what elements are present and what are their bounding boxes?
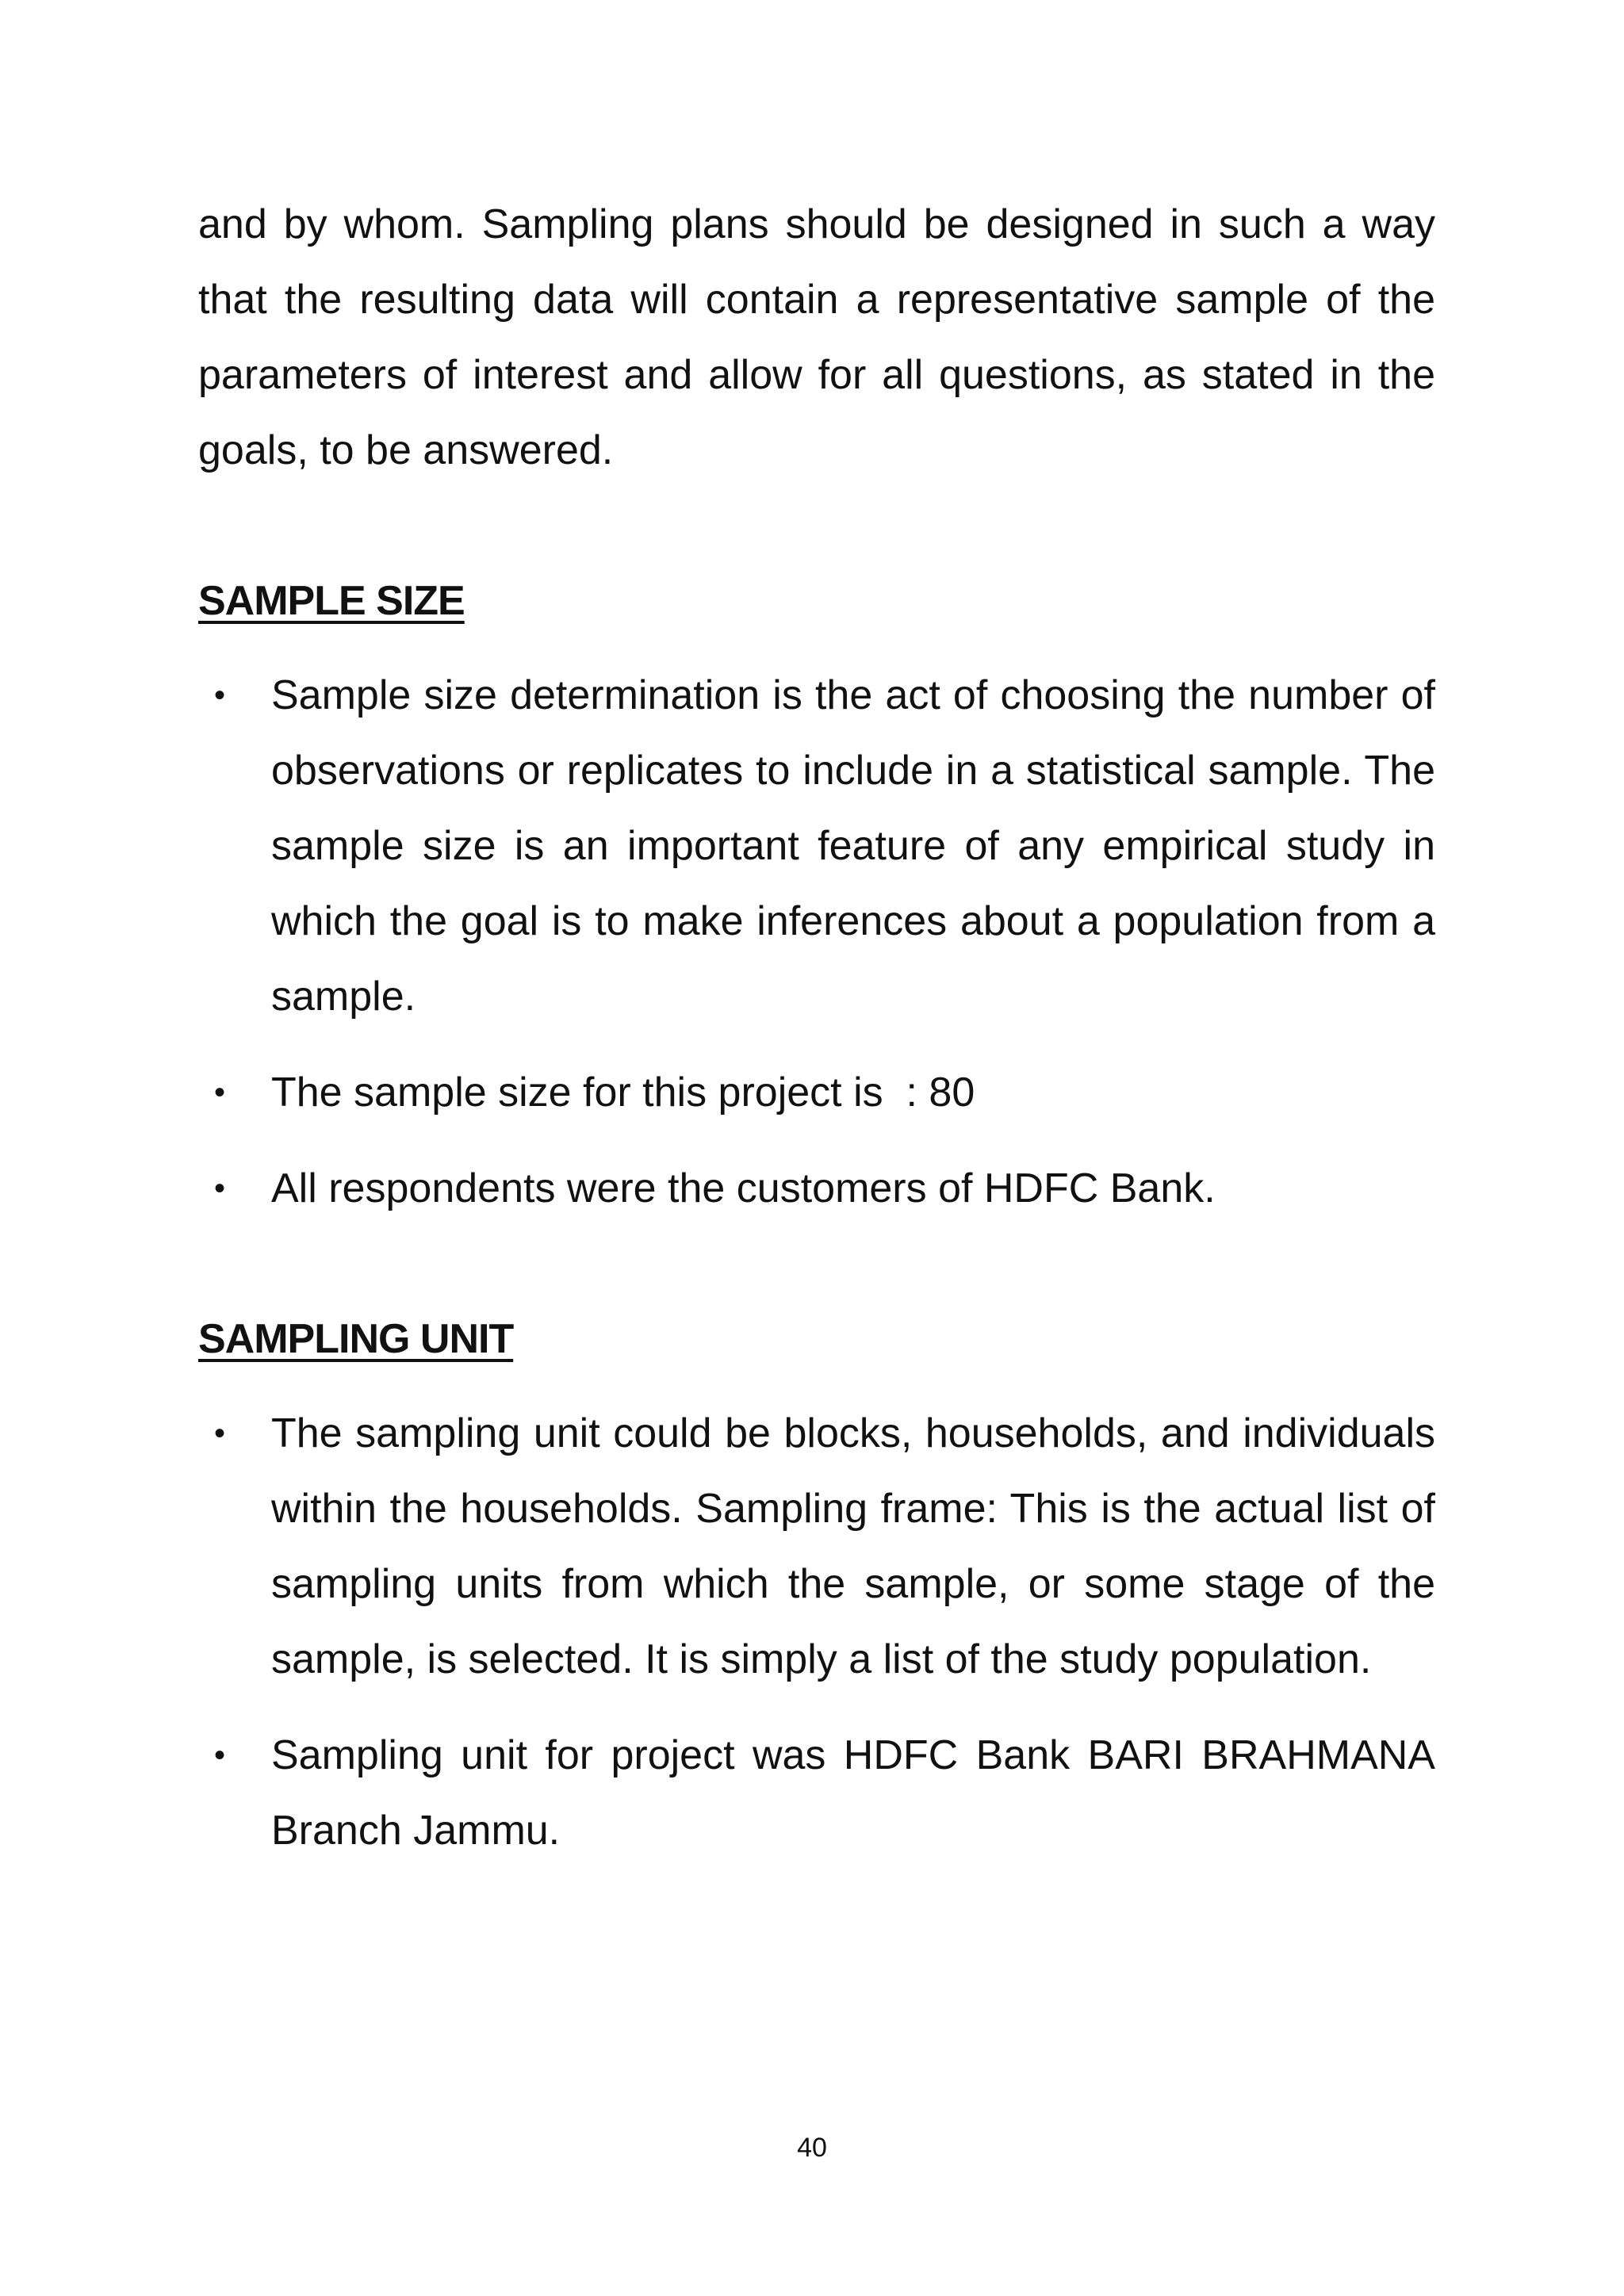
list-item: [198, 1055, 1435, 1131]
bullet-text: The sample size for this project is : 80: [271, 1070, 975, 1115]
list-item: [198, 658, 1435, 1035]
bullet-icon: •: [214, 1416, 226, 1451]
section-heading: SAMPLING UNIT: [198, 1316, 514, 1362]
bullet-text: All respondents were the customers of HDFC Bank.: [271, 1165, 1216, 1211]
bullet-list: [198, 658, 1435, 1226]
bullet-icon: •: [214, 1171, 226, 1206]
bullet-icon: •: [214, 1075, 226, 1110]
bullet-text: Sampling unit for project was HDFC Bank BARI BRAHMANA Branch Jammu.: [271, 1732, 1435, 1854]
bullet-icon: •: [214, 1738, 226, 1773]
bullet-icon: •: [214, 678, 226, 713]
bullet-list: [198, 1396, 1435, 1869]
list-item: [198, 1396, 1435, 1697]
bullet-text: The sampling unit could be blocks, households, and individuals within the households. Sampling frame: This is the actual list of sampling units from which the sample, or some stage of the sample, is selected. It is simply a list of the study population.: [271, 1410, 1435, 1682]
list-item: [198, 1718, 1435, 1869]
section-sample-size: [198, 564, 1435, 1226]
page-number: 40: [797, 2133, 827, 2163]
list-item: [198, 1151, 1435, 1226]
bullet-text: Sample size determination is the act of choosing the number of observations or replicates to include in a statistical sample. The sample size is an important feature of any empirical study in which the goal is to make inferences about a population from a sample.: [271, 672, 1435, 1020]
document-page: [198, 187, 1435, 1869]
intro-paragraph: and by whom. Sampling plans should be designed in such a way that the resulting data will contain a representative sample of the parameters of interest and allow for all questions, as stated in the goals, to be answered.: [198, 201, 1435, 473]
section-sampling-unit: [198, 1302, 1435, 1869]
section-heading: SAMPLE SIZE: [198, 578, 465, 624]
